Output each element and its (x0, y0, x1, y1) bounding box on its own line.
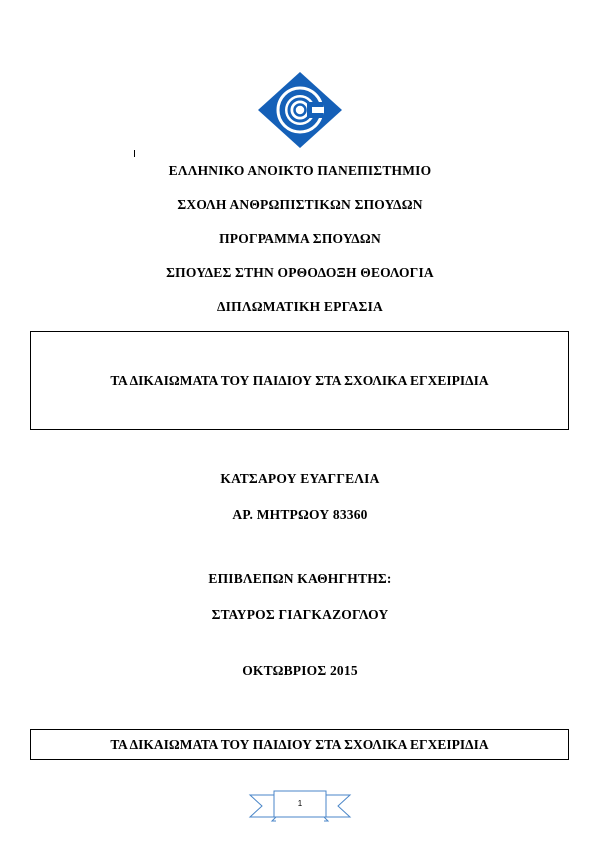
thesis-title: ΤΑ ΔΙΚΑΙΩΜΑΤΑ ΤΟΥ ΠΑΙΔΙΟΥ ΣΤΑ ΣΧΟΛΙΚΑ ΕΓΧΕΙΡΙΔΙΑ (110, 372, 489, 388)
supervisor-name: ΣΤΑΥΡΟΣ ΓΙΑΓΚΑΖΟΓΛΟΥ (211, 607, 389, 622)
title-box (30, 331, 569, 430)
university-logo-icon (257, 71, 343, 149)
studies-name: ΣΠΟΥΔΕΣ ΣΤΗΝ ΟΡΘΟΔΟΞΗ ΘΕΟΛΟΓΙΑ (166, 265, 434, 280)
university-name: ΕΛΛΗΝΙΚΟ ΑΝΟΙΚΤΟ ΠΑΝΕΠΙΣΤΗΜΙΟ (168, 163, 432, 178)
author-name: ΚΑΤΣΑΡΟΥ ΕΥΑΓΓΕΛΙΑ (220, 471, 380, 486)
footer-title-box (30, 729, 569, 760)
text-cursor-mark (134, 150, 135, 157)
running-title: ΤΑ ΔΙΚΑΙΩΜΑΤΑ ΤΟΥ ΠΑΙΔΙΟΥ ΣΤΑ ΣΧΟΛΙΚΑ ΕΓΧΕΙΡΙΔΙΑ (110, 736, 489, 752)
registration-number: ΑΡ. ΜΗΤΡΩΟΥ 83360 (232, 507, 368, 522)
submission-date: ΟΚΤΩΒΡΙΟΣ 2015 (242, 663, 358, 678)
school-name: ΣΧΟΛΗ ΑΝΘΡΩΠΙΣΤΙΚΩΝ ΣΠΟΥΔΩΝ (177, 197, 423, 212)
supervisor-label: ΕΠΙΒΛΕΠΩΝ ΚΑΘΗΓΗΤΗΣ: (208, 571, 392, 586)
page-number: 1 (297, 799, 303, 808)
program-label: ΠΡΟΓΡΑΜΜΑ ΣΠΟΥΔΩΝ (219, 231, 381, 246)
thesis-type: ΔΙΠΛΩΜΑΤΙΚΗ ΕΡΓΑΣΙΑ (217, 299, 383, 314)
